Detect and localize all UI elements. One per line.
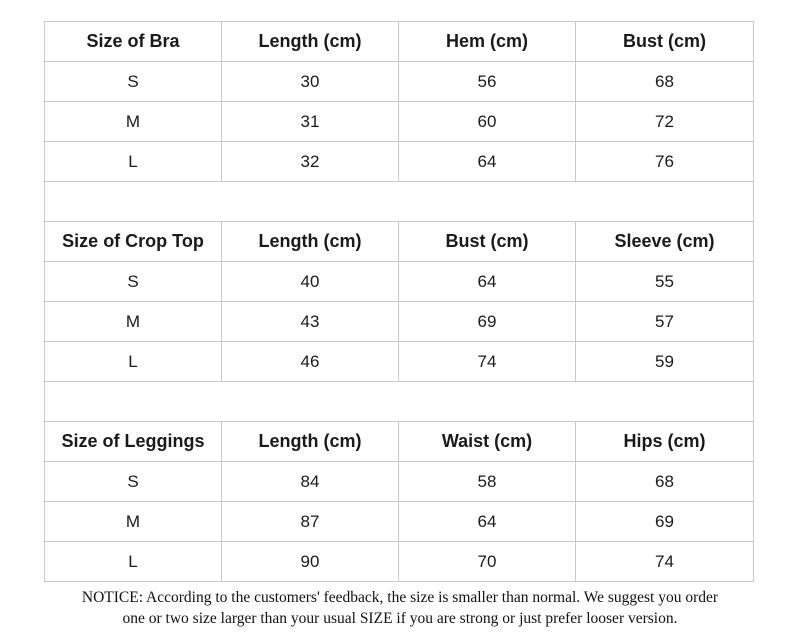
header-cell: Hips (cm) xyxy=(576,422,754,462)
value-cell: 70 xyxy=(399,542,576,582)
value-cell: 68 xyxy=(576,62,754,102)
crop-top-header-row xyxy=(45,222,754,262)
value-cell: 43 xyxy=(222,302,399,342)
value-cell: 40 xyxy=(222,262,399,302)
section-spacer-row xyxy=(45,382,754,422)
size-cell: M xyxy=(45,302,222,342)
leggings-header-row xyxy=(45,422,754,462)
sizing-notice xyxy=(40,587,760,629)
notice-line: NOTICE: According to the customers' feedback, the size is smaller than normal. We suggest you order xyxy=(81,589,719,606)
table-row xyxy=(45,62,754,102)
table-row xyxy=(45,342,754,382)
table-row xyxy=(45,102,754,142)
value-cell: 32 xyxy=(222,142,399,182)
section-spacer-row xyxy=(45,182,754,222)
table-row xyxy=(45,542,754,582)
value-cell: 87 xyxy=(222,502,399,542)
value-cell: 84 xyxy=(222,462,399,502)
table-row xyxy=(45,302,754,342)
size-cell: L xyxy=(45,142,222,182)
table-row xyxy=(45,502,754,542)
header-cell: Size of Leggings xyxy=(45,422,222,462)
value-cell: 30 xyxy=(222,62,399,102)
header-cell: Waist (cm) xyxy=(399,422,576,462)
size-cell: S xyxy=(45,462,222,502)
value-cell: 56 xyxy=(399,62,576,102)
value-cell: 72 xyxy=(576,102,754,142)
value-cell: 69 xyxy=(576,502,754,542)
header-cell: Size of Crop Top xyxy=(45,222,222,262)
size-cell: L xyxy=(45,342,222,382)
value-cell: 69 xyxy=(399,302,576,342)
header-cell: Bust (cm) xyxy=(576,22,754,62)
header-cell: Bust (cm) xyxy=(399,222,576,262)
size-cell: S xyxy=(45,62,222,102)
header-cell: Length (cm) xyxy=(222,222,399,262)
spacer-cell xyxy=(45,382,754,422)
table-row xyxy=(45,262,754,302)
value-cell: 76 xyxy=(576,142,754,182)
bra-header-row xyxy=(45,22,754,62)
header-cell: Sleeve (cm) xyxy=(576,222,754,262)
value-cell: 74 xyxy=(399,342,576,382)
value-cell: 57 xyxy=(576,302,754,342)
size-cell: L xyxy=(45,542,222,582)
value-cell: 59 xyxy=(576,342,754,382)
size-cell: M xyxy=(45,102,222,142)
value-cell: 64 xyxy=(399,142,576,182)
size-chart-table xyxy=(44,21,754,582)
header-cell: Size of Bra xyxy=(45,22,222,62)
notice-line: one or two size larger than your usual SIZE if you are strong or just prefer looser version. xyxy=(122,610,678,627)
value-cell: 55 xyxy=(576,262,754,302)
value-cell: 90 xyxy=(222,542,399,582)
value-cell: 68 xyxy=(576,462,754,502)
value-cell: 58 xyxy=(399,462,576,502)
value-cell: 64 xyxy=(399,502,576,542)
value-cell: 64 xyxy=(399,262,576,302)
size-cell: S xyxy=(45,262,222,302)
table-row xyxy=(45,142,754,182)
spacer-cell xyxy=(45,182,754,222)
header-cell: Hem (cm) xyxy=(399,22,576,62)
table-row xyxy=(45,462,754,502)
value-cell: 74 xyxy=(576,542,754,582)
header-cell: Length (cm) xyxy=(222,22,399,62)
value-cell: 60 xyxy=(399,102,576,142)
header-cell: Length (cm) xyxy=(222,422,399,462)
value-cell: 31 xyxy=(222,102,399,142)
value-cell: 46 xyxy=(222,342,399,382)
size-cell: M xyxy=(45,502,222,542)
